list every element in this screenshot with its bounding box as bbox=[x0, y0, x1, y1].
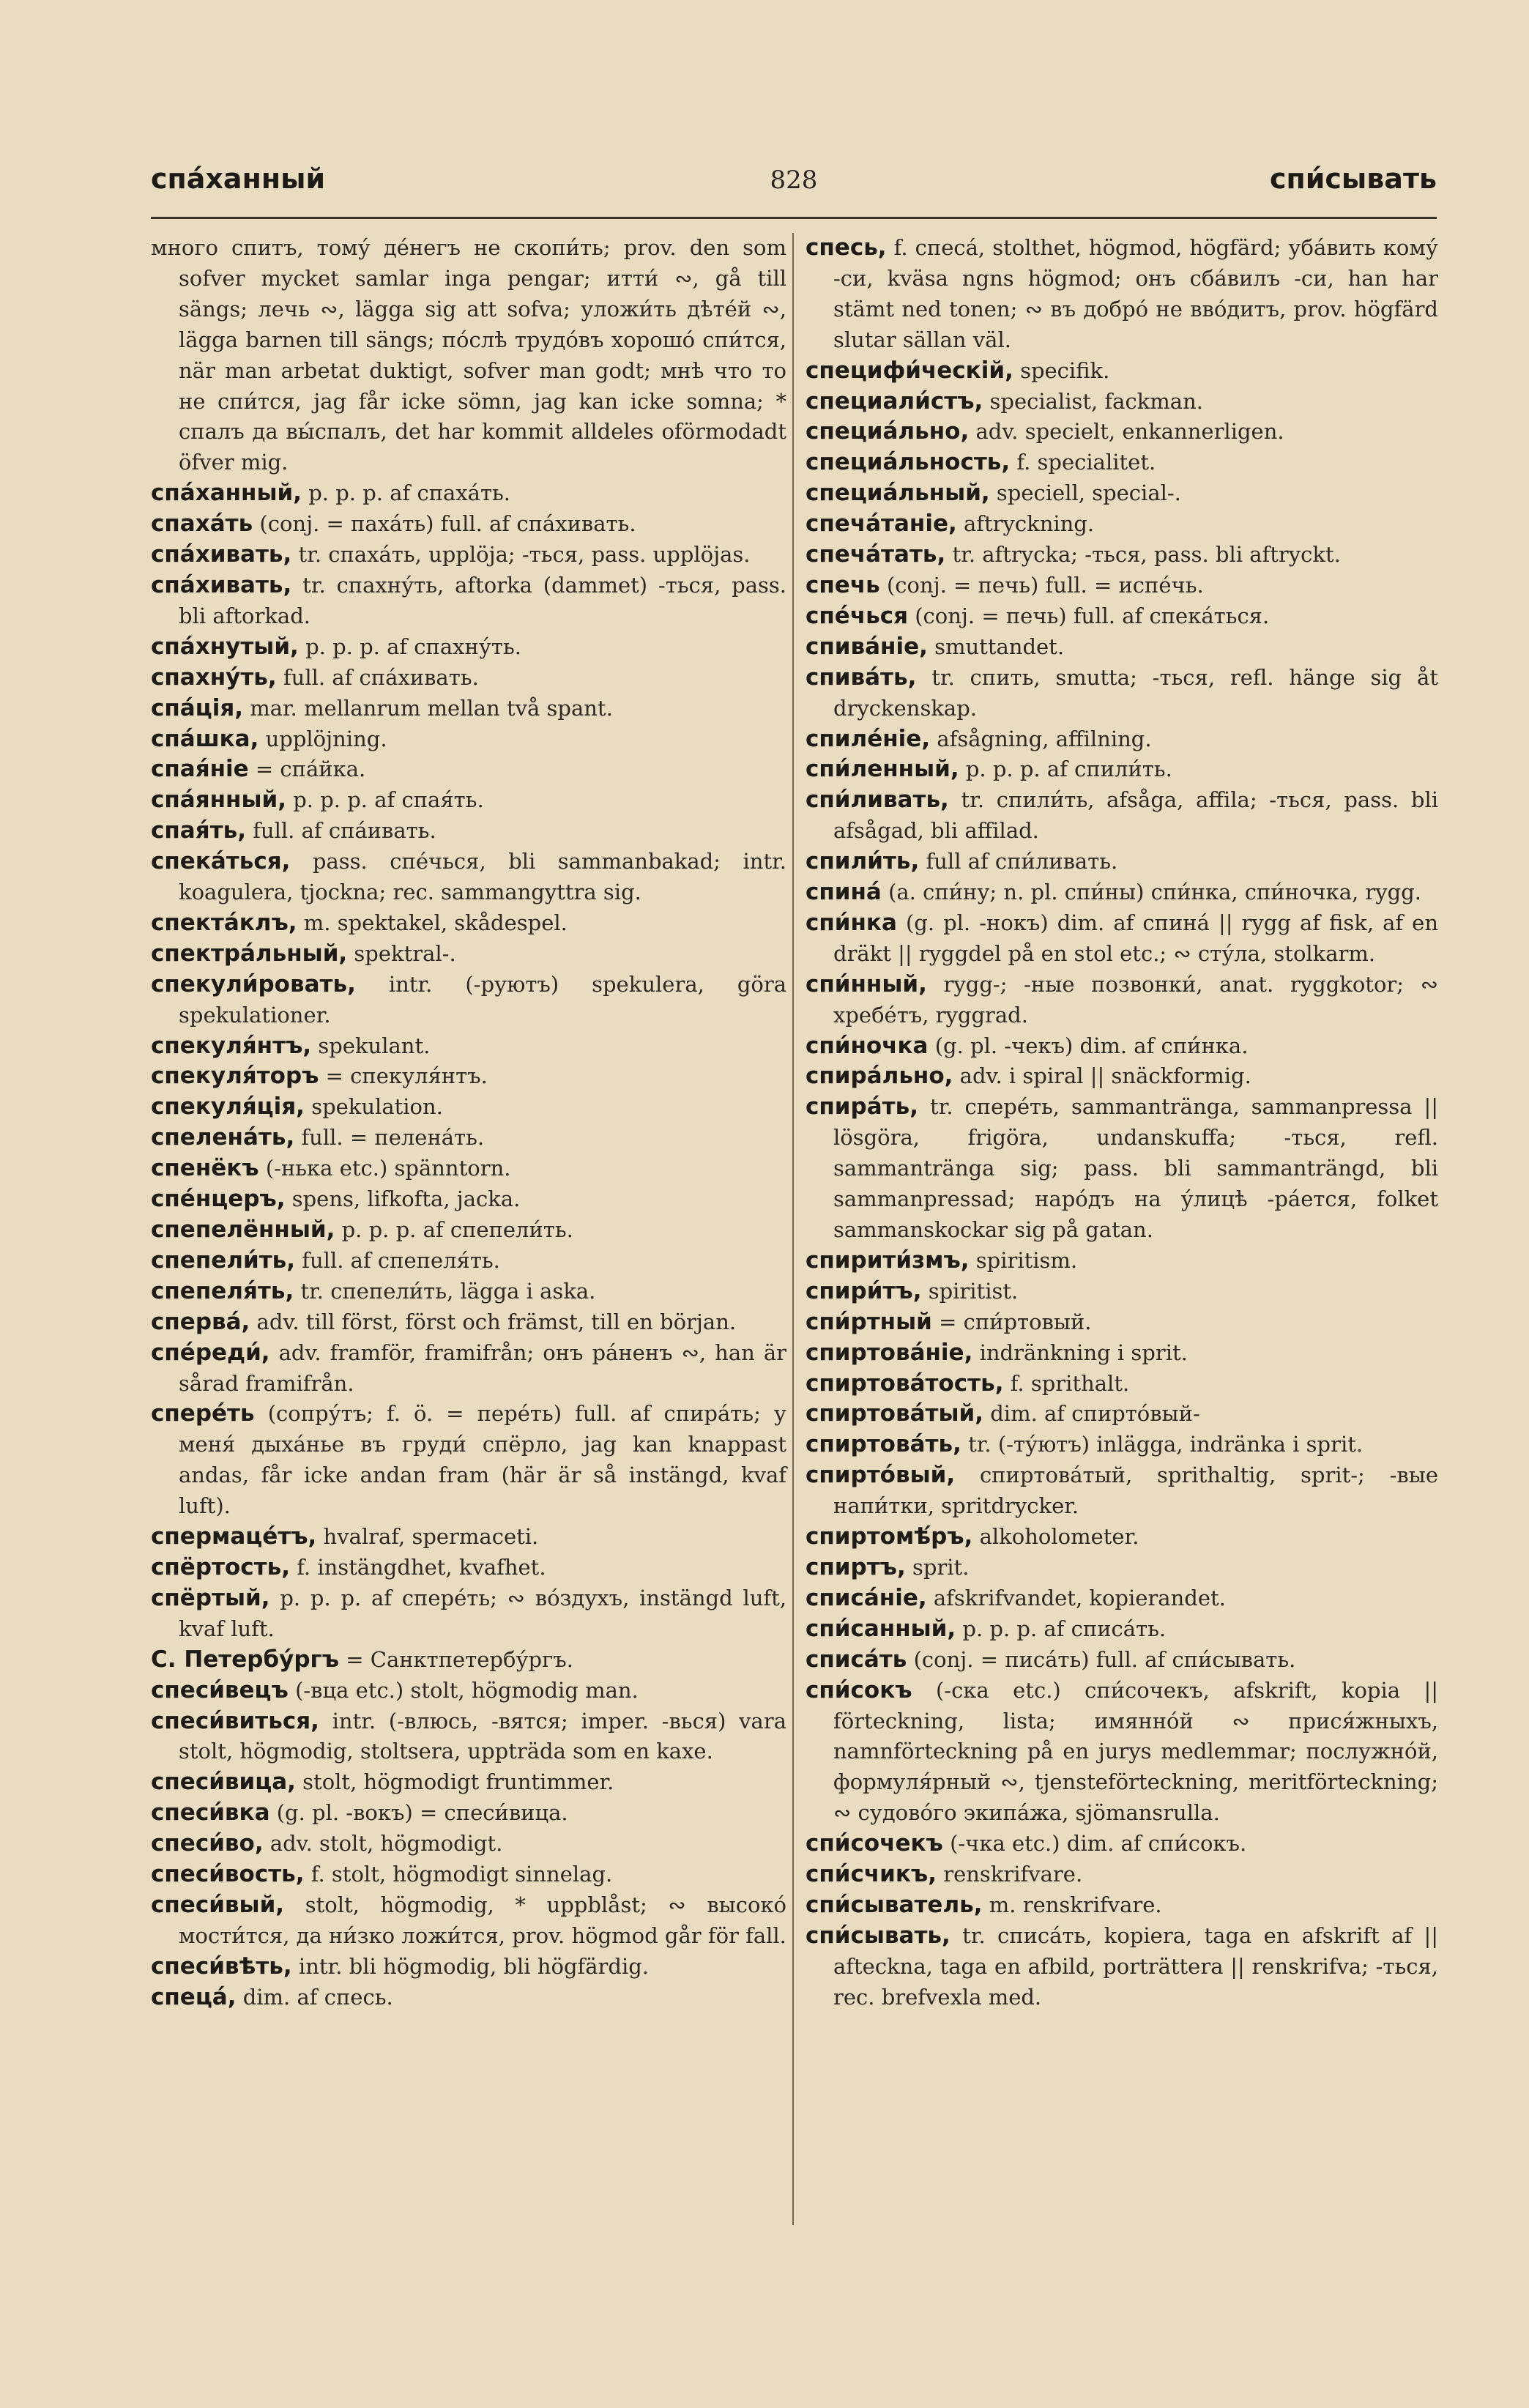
dictionary-entry bbox=[151, 1767, 786, 1798]
entry-headword: спиртова́ніе, bbox=[806, 1339, 973, 1366]
entry-headword: спиртова́тость, bbox=[806, 1370, 1004, 1397]
dictionary-entry bbox=[151, 1277, 786, 1307]
dictionary-entry bbox=[151, 1153, 786, 1184]
dictionary-entry bbox=[806, 1676, 1438, 1829]
dictionary-entry bbox=[151, 816, 786, 847]
entry-text: = спа́йка. bbox=[255, 757, 366, 782]
entry-headword: спиртова́тый, bbox=[806, 1400, 984, 1427]
entry-headword: спи́санный, bbox=[806, 1615, 956, 1642]
entry-headword: спенёкъ bbox=[151, 1155, 259, 1182]
entry-headword: спа́хивать, bbox=[151, 541, 292, 568]
dictionary-entry bbox=[806, 785, 1438, 847]
entry-text: aftryckning. bbox=[963, 511, 1095, 537]
entry-text: dim. af спирто́вый- bbox=[990, 1401, 1200, 1427]
entry-headword: спиртъ, bbox=[806, 1553, 906, 1580]
dictionary-entry bbox=[151, 1583, 786, 1645]
entry-text: (-нька etc.) spänntorn. bbox=[265, 1156, 511, 1181]
dictionary-entry bbox=[806, 1338, 1438, 1369]
entry-headword: спа́янный, bbox=[151, 787, 286, 814]
entry-headword: спе́нцеръ, bbox=[151, 1186, 286, 1213]
entry-text: intr. (-руютъ) spekulera, göra spekulationer. bbox=[179, 971, 786, 1028]
dictionary-entry bbox=[806, 1430, 1438, 1460]
dictionary-entry bbox=[151, 540, 786, 571]
entry-text: (conj. = паха́ть) full. af спа́хивать. bbox=[259, 511, 636, 537]
dictionary-entry bbox=[806, 1460, 1438, 1522]
dictionary-entry bbox=[806, 1583, 1438, 1614]
entry-text: rygg-; -ные позвонки́, anat. ryggkotor; ∾ хребе́тъ, ryggrad. bbox=[833, 971, 1438, 1028]
dictionary-entry bbox=[806, 540, 1438, 571]
entry-headword: специа́льный, bbox=[806, 480, 990, 507]
dictionary-entry bbox=[151, 571, 786, 632]
entry-headword: спи́счикъ, bbox=[806, 1861, 937, 1888]
entry-headword: специфи́ческій, bbox=[806, 357, 1013, 384]
dictionary-entry bbox=[806, 387, 1438, 417]
entry-text: adv. i spiral || snäckformig. bbox=[959, 1063, 1251, 1089]
entry-headword: спили́ть, bbox=[806, 848, 920, 875]
entry-text: tr. спаха́ть, upplöja; -ться, pass. upplöjas. bbox=[298, 542, 751, 568]
entry-text: intr. bli högmodig, bli högfärdig. bbox=[298, 1953, 650, 1979]
entry-text: tr. спере́ть, sammanträngа, sammanpressa || lösgöra, frigöra, undanskuffa; -ться, refl. sammanträngа sig; pass. bli sammanträngd, bli sammanpressad; наро́дъ на у́лицѣ -ра́ется, folket sammanskockar sig på gatan. bbox=[833, 1094, 1439, 1242]
dictionary-entry bbox=[151, 847, 786, 908]
entry-headword: спеси́вость, bbox=[151, 1861, 305, 1888]
dictionary-entry bbox=[151, 1706, 786, 1768]
entry-text: smuttandet. bbox=[934, 633, 1065, 659]
entry-headword: спа́хнутый, bbox=[151, 633, 299, 660]
entry-headword: спекуля́нтъ, bbox=[151, 1032, 312, 1059]
entry-text: indränkning i sprit. bbox=[979, 1339, 1188, 1365]
entry-headword: списа́ть bbox=[806, 1646, 907, 1673]
column-divider bbox=[792, 233, 794, 2225]
entry-text: tr. aftrycka; -ться, pass. bli aftryckt. bbox=[952, 542, 1341, 568]
entry-headword: спёртость, bbox=[151, 1553, 290, 1580]
page-number: 828 bbox=[770, 166, 818, 195]
entry-headword: списа́ніе, bbox=[806, 1584, 927, 1611]
entry-headword: спиртова́ть, bbox=[806, 1431, 961, 1458]
dictionary-entry bbox=[806, 632, 1438, 663]
entry-text: (a. спи́ну; n. pl. спи́ны) спи́нка, спи́ночка, rygg. bbox=[888, 880, 1422, 905]
entry-headword: спектра́льный, bbox=[151, 940, 348, 967]
entry-text: full. af спа́хивать. bbox=[283, 664, 479, 690]
dictionary-entry bbox=[151, 1522, 786, 1553]
dictionary-entry bbox=[151, 908, 786, 939]
entry-headword: спеси́вка bbox=[151, 1799, 270, 1827]
entry-text: adv. framför, framifrån; онъ ра́ненъ ∾, han är sårad framifrån. bbox=[179, 1339, 787, 1396]
entry-text: speciell, special-. bbox=[996, 480, 1181, 506]
dictionary-entry bbox=[806, 847, 1438, 877]
entry-headword: спеси́виться, bbox=[151, 1707, 319, 1734]
entry-headword: спиртомѣ́ръ, bbox=[806, 1523, 973, 1550]
entry-headword: спи́нный, bbox=[806, 970, 927, 997]
entry-text: full. = пелена́ть. bbox=[301, 1125, 485, 1151]
entry-headword: спира́льно, bbox=[806, 1063, 953, 1090]
dictionary-entry bbox=[151, 1645, 786, 1676]
dictionary-entry bbox=[806, 663, 1438, 724]
entry-headword: спеси́во, bbox=[151, 1830, 264, 1857]
entry-text: p. p. p. af спере́ть; ∾ во́здухъ, instängd luft, kvaf luft. bbox=[179, 1585, 787, 1641]
entry-headword: спива́ть, bbox=[806, 664, 917, 691]
entry-headword: спеси́вый, bbox=[151, 1891, 285, 1918]
entry-headword: спекта́клъ, bbox=[151, 909, 297, 936]
entry-headword: спива́ніе, bbox=[806, 633, 928, 660]
entry-text: (g. pl. -вокъ) = спеси́вица. bbox=[276, 1800, 568, 1826]
entry-headword: спирто́вый, bbox=[806, 1462, 956, 1489]
entry-headword: спеси́вецъ bbox=[151, 1676, 289, 1703]
entry-text: dim. af спесь. bbox=[242, 1984, 393, 2010]
dictionary-entry bbox=[806, 724, 1438, 755]
entry-headword: спекуля́торъ bbox=[151, 1063, 319, 1090]
dictionary-entry bbox=[151, 1399, 786, 1522]
dictionary-entry bbox=[806, 447, 1438, 478]
entry-headword: С. Петербу́ргъ bbox=[151, 1646, 340, 1673]
entry-text: tr. списа́ть, kopiera, taga en afskrift af || afteckna, taga en afbild, porträttera || renskrifva; -ться, rec. brefvexla med. bbox=[833, 1922, 1439, 2010]
entry-headword: спая́ть, bbox=[151, 817, 246, 844]
dictionary-entry bbox=[151, 1092, 786, 1123]
dictionary-entry bbox=[151, 1676, 786, 1706]
entry-headword: спекуля́ція, bbox=[151, 1093, 305, 1121]
entry-headword: спепеля́ть, bbox=[151, 1277, 294, 1304]
dictionary-entry bbox=[806, 1890, 1438, 1921]
entry-text: f. instängdhet, kvafhet. bbox=[297, 1554, 546, 1580]
dictionary-entry bbox=[151, 1890, 786, 1952]
entry-headword: сперва́, bbox=[151, 1308, 250, 1335]
entry-headword: спира́ть, bbox=[806, 1093, 918, 1121]
entry-text: p. p. p. af спепели́ть. bbox=[341, 1217, 573, 1242]
entry-text: spekulant. bbox=[318, 1033, 431, 1058]
entry-text: spekulation. bbox=[311, 1094, 443, 1120]
dictionary-entry bbox=[806, 1277, 1438, 1307]
entry-headword: спахну́ть, bbox=[151, 664, 277, 691]
entry-headword: спепели́ть, bbox=[151, 1246, 296, 1274]
entry-text: afsågning, affilning. bbox=[937, 726, 1152, 751]
entry-headword: спе́чься bbox=[806, 602, 908, 629]
running-headword-left: спа́ханный bbox=[151, 163, 326, 195]
entry-text: sprit. bbox=[912, 1554, 970, 1580]
entry-headword: спеча́таніе, bbox=[806, 510, 957, 538]
entry-text: p. p. p. af спаха́ть. bbox=[308, 480, 511, 506]
entry-text: alkoholometer. bbox=[979, 1524, 1139, 1550]
entry-headword: спи́сокъ bbox=[806, 1676, 912, 1703]
entry-text: = спекуля́нтъ. bbox=[325, 1063, 488, 1089]
entry-headword: спина́ bbox=[806, 879, 882, 906]
dictionary-entry bbox=[806, 1921, 1438, 2013]
dictionary-entry bbox=[806, 1246, 1438, 1277]
dictionary-entry bbox=[806, 1061, 1438, 1092]
entry-text: specialist, fackman. bbox=[989, 388, 1203, 414]
dictionary-entry bbox=[151, 1123, 786, 1153]
entry-text: adv. stolt, högmodigt. bbox=[269, 1831, 503, 1857]
entry-headword: спесь, bbox=[806, 234, 887, 261]
dictionary-entry bbox=[151, 1829, 786, 1859]
dictionary-entry bbox=[151, 785, 786, 816]
entry-headword: специа́льность, bbox=[806, 449, 1011, 476]
dictionary-entry bbox=[151, 754, 786, 785]
entry-text: (-вца etc.) stolt, högmodig man. bbox=[295, 1677, 639, 1703]
entry-text: f. specialitet. bbox=[1016, 450, 1156, 475]
entry-headword: спи́ленный, bbox=[806, 756, 959, 783]
dictionary-entry bbox=[151, 1982, 786, 2013]
dictionary-entry bbox=[151, 1553, 786, 1583]
entry-text: = спи́ртовый. bbox=[939, 1309, 1092, 1334]
dictionary-entry bbox=[806, 1829, 1438, 1859]
entry-text: p. p. p. af спахну́ть. bbox=[305, 633, 521, 659]
dictionary-entry bbox=[806, 509, 1438, 540]
dictionary-entry bbox=[151, 1031, 786, 1062]
entry-text: (g. pl. -чекъ) dim. af спи́нка. bbox=[934, 1033, 1249, 1058]
dictionary-entry bbox=[151, 694, 786, 724]
dictionary-entry bbox=[151, 939, 786, 970]
dictionary-entry bbox=[151, 1184, 786, 1215]
entry-headword: спи́ночка bbox=[806, 1032, 929, 1059]
entry-text: pass. спе́чься, bli sammanbakad; intr. koagulera, tjockna; rec. sammangyttra sig. bbox=[179, 849, 786, 905]
entry-text: f. спеса́, stolthet, högmod, högfärd; уба́вить кому́ -си, kväsa ngns högmod; онъ сба́вилъ -си, han har stämt ned tonen; ∾ въ добро́ не вво́дитъ, prov. högfärd slutar sällan väl. bbox=[833, 235, 1438, 352]
entry-text: full af спи́ливать. bbox=[926, 849, 1118, 874]
entry-text: m. spektakel, skådespel. bbox=[303, 910, 568, 935]
dictionary-entry bbox=[151, 1798, 786, 1829]
entry-headword: спека́ться, bbox=[151, 848, 291, 875]
entry-text: full. af спа́ивать. bbox=[253, 818, 436, 844]
entry-headword: спи́ртный bbox=[806, 1308, 932, 1335]
dictionary-entry bbox=[806, 1645, 1438, 1676]
entry-headword: спепелённый, bbox=[151, 1216, 335, 1243]
entry-text: tr. спить, smutta; -ться, refl. hänge sig åt dryckenskap. bbox=[833, 664, 1439, 721]
dictionary-entry bbox=[151, 1246, 786, 1277]
entry-text: (сопру́тъ; f. ö. = пере́ть) full. af спира́ть; у меня́ дыха́нье въ груди́ спёрло, jag kan knappast andas, får icke andan fram (här är så instängd, kvaf luft). bbox=[179, 1401, 786, 1519]
entry-headword: спи́сыватель, bbox=[806, 1891, 983, 1918]
dictionary-entry bbox=[151, 509, 786, 540]
dictionary-entry bbox=[151, 663, 786, 694]
entry-headword: специали́стъ, bbox=[806, 387, 983, 415]
entry-text: много спитъ, тому́ де́негъ не скопи́ть; prov. den som sofver mycket samlar inga pengar; итти́ ∾, gå till sängs; лечь ∾, lägga sig att sofva; уложи́ть дѣте́й ∾, lägga barnen till sängs; по́слѣ трудо́въ хорошо́ спи́тся, när man arbetat duktigt, sofver man godt; мнѣ что то не спи́тся, jag får icke sömn, jag kan icke somna; * спалъ да вы́спалъ, det har kommit alldeles oförmodadt öfver mig. bbox=[151, 235, 786, 475]
header-rule bbox=[151, 217, 1437, 219]
dictionary-entry bbox=[806, 1092, 1438, 1246]
entry-text: stolt, högmodigt fruntimmer. bbox=[302, 1769, 614, 1795]
entry-headword: спиле́ніе, bbox=[806, 725, 931, 752]
entry-text: tr. спепели́ть, lägga i aska. bbox=[300, 1278, 596, 1304]
dictionary-entry bbox=[151, 1061, 786, 1092]
entry-text: spektral-. bbox=[354, 940, 456, 966]
entry-text: m. renskrifvare. bbox=[989, 1892, 1162, 1917]
entry-headword: спи́сочекъ bbox=[806, 1830, 943, 1857]
entry-text: (g. pl. -нокъ) dim. af спина́ || rygg af fisk, af en dräkt || ryggdel på en stol etc.; ∾ сту́ла, stolkarm. bbox=[833, 910, 1438, 966]
entry-text: (conj. = печь) full. af спека́ться. bbox=[915, 603, 1270, 628]
dictionary-entry bbox=[806, 571, 1438, 601]
entry-text: adv. till först, först och främst, till en början. bbox=[256, 1309, 737, 1334]
dictionary-entry bbox=[806, 417, 1438, 447]
entry-headword: спеча́тать, bbox=[806, 541, 946, 568]
entry-headword: спи́ливать, bbox=[806, 787, 949, 814]
entry-headword: спи́нка bbox=[806, 909, 897, 936]
entry-text: tr. спахну́ть, aftorka (dammet) -ться, pass. bli aftorkad. bbox=[179, 572, 786, 628]
entry-headword: спири́тъ, bbox=[806, 1277, 922, 1304]
dictionary-entry bbox=[151, 1859, 786, 1890]
entry-text: p. p. p. af спая́ть. bbox=[293, 787, 484, 813]
entry-text: renskrifvare. bbox=[943, 1862, 1083, 1887]
entry-headword: спа́ція, bbox=[151, 694, 243, 721]
dictionary-entry bbox=[806, 877, 1438, 908]
running-headword-right: спи́сывать bbox=[1269, 163, 1437, 195]
dictionary-entry bbox=[151, 970, 786, 1031]
entry-headword: спеси́вѣть, bbox=[151, 1952, 292, 1980]
entry-text: mar. mellanrum mellan två spant. bbox=[250, 695, 613, 721]
entry-headword: спая́ніе bbox=[151, 756, 249, 783]
entry-headword: спеси́вица, bbox=[151, 1769, 296, 1796]
dictionary-entry bbox=[806, 356, 1438, 387]
entry-text: (conj. = писа́ть) full. af спи́сывать. bbox=[913, 1646, 1296, 1672]
entry-text: (-ска etc.) спи́сочекъ, afskrift, kopia || förteckning, lista; имянно́й ∾ прися́жныхъ, namnförteckning på en jurys medlemmar; послужно́й, формуля́рный ∾, tjensteförteckning, meritförteckning; ∾ судово́го экипа́жа, sjömansrulla. bbox=[833, 1677, 1439, 1826]
entry-headword: спа́хивать, bbox=[151, 571, 292, 598]
entry-text: = Санктпетербу́ргъ. bbox=[346, 1646, 573, 1672]
entry-headword: спермаце́тъ, bbox=[151, 1523, 317, 1550]
entry-headword: спеца́, bbox=[151, 1983, 237, 2010]
entry-text: upplöjning. bbox=[265, 726, 387, 751]
entry-headword: спёртый, bbox=[151, 1584, 270, 1611]
entry-text: spiritist. bbox=[928, 1278, 1019, 1304]
entry-text: full. af спепеля́ть. bbox=[302, 1247, 500, 1273]
entry-text: спиртова́тый, sprithaltig, sprit-; -вые напи́тки, spritdrycker. bbox=[833, 1463, 1438, 1519]
entry-text: stolt, högmodig, * uppblåst; ∾ высоко́ мости́тся, да ни́зко ложи́тся, prov. högmod går för fall. bbox=[179, 1892, 787, 1948]
dictionary-entry bbox=[151, 1952, 786, 1982]
dictionary-entry bbox=[151, 724, 786, 755]
entry-headword: спа́ханный, bbox=[151, 480, 302, 507]
dictionary-entry bbox=[151, 1307, 786, 1338]
entry-headword: спере́ть bbox=[151, 1400, 255, 1427]
dictionary-entry bbox=[806, 478, 1438, 509]
entry-headword: спирити́змъ, bbox=[806, 1246, 970, 1274]
entry-headword: спекули́ровать, bbox=[151, 970, 356, 997]
entry-text: p. p. p. af спили́ть. bbox=[965, 757, 1172, 782]
page-header bbox=[151, 163, 1437, 207]
dictionary-entry bbox=[806, 1307, 1438, 1338]
entry-headword: спе́реди́, bbox=[151, 1339, 270, 1366]
entry-headword: специа́льно, bbox=[806, 418, 970, 445]
dictionary-entry bbox=[806, 233, 1438, 356]
dictionary-entry bbox=[806, 1031, 1438, 1062]
entry-text: intr. (-влюсь, -вятся; imper. -вься) vara stolt, högmodig, stoltsera, uppträda som en kaxe. bbox=[179, 1708, 786, 1764]
entry-text: p. p. p. af списа́ть. bbox=[962, 1616, 1167, 1641]
dictionary-entry bbox=[151, 632, 786, 663]
dictionary-entry bbox=[806, 1553, 1438, 1583]
dictionary-entry bbox=[151, 233, 786, 478]
entry-text: specifik. bbox=[1020, 357, 1110, 383]
entry-text: (conj. = печь) full. = испе́чь. bbox=[886, 572, 1204, 598]
dictionary-entry bbox=[806, 1859, 1438, 1890]
dictionary-entry bbox=[151, 1215, 786, 1246]
entry-text: (-чка etc.) dim. af спи́сокъ. bbox=[950, 1831, 1247, 1857]
entry-text: adv. specielt, enkannerligen. bbox=[975, 419, 1284, 445]
entry-text: spens, lifkofta, jacka. bbox=[291, 1186, 521, 1212]
left-column bbox=[151, 233, 786, 2013]
entry-text: tr. спили́ть, afsåga, affila; -ться, pass. bli afsågad, bli affilad. bbox=[833, 787, 1438, 844]
right-column bbox=[806, 233, 1438, 2013]
entry-text: spiritism. bbox=[975, 1247, 1078, 1273]
dictionary-entry bbox=[806, 601, 1438, 632]
entry-text: tr. (-ту́ютъ) inlägga, indränka i sprit. bbox=[968, 1432, 1364, 1457]
entry-headword: спи́сывать, bbox=[806, 1922, 950, 1949]
entry-headword: спаха́ть bbox=[151, 510, 253, 538]
entry-text: f. stolt, högmodigt sinnelag. bbox=[310, 1862, 613, 1887]
dictionary-entry bbox=[806, 970, 1438, 1031]
dictionary-entry bbox=[151, 1338, 786, 1400]
dictionary-entry bbox=[806, 1522, 1438, 1553]
entry-text: hvalraf, spermaceti. bbox=[323, 1524, 539, 1550]
dictionary-entry bbox=[806, 1369, 1438, 1400]
dictionary-entry bbox=[806, 1399, 1438, 1430]
dictionary-entry bbox=[806, 1614, 1438, 1645]
dictionary-entry bbox=[806, 754, 1438, 785]
dictionary-entry bbox=[806, 908, 1438, 970]
entry-text: f. sprithalt. bbox=[1010, 1370, 1130, 1396]
entry-text: afskrifvandet, kopierandet. bbox=[933, 1585, 1226, 1610]
entry-headword: спа́шка, bbox=[151, 725, 259, 752]
entry-headword: спечь bbox=[806, 571, 880, 598]
entry-headword: спелена́ть, bbox=[151, 1124, 295, 1151]
dictionary-entry bbox=[151, 478, 786, 509]
